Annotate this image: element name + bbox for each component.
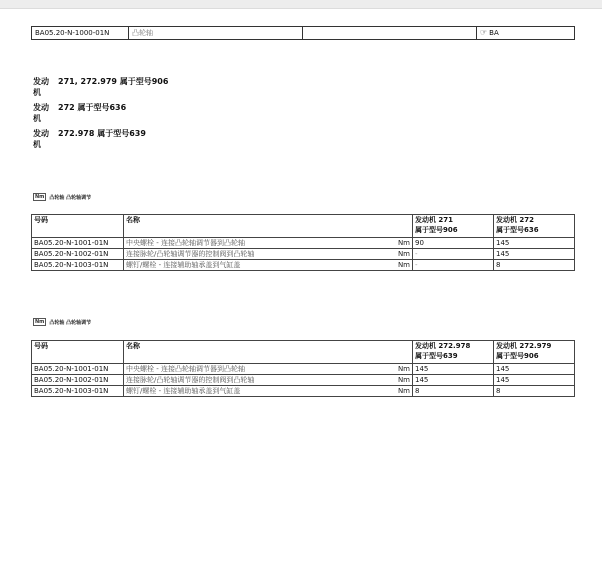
model-label: 发动机: [33, 129, 49, 149]
table-row: [32, 386, 575, 397]
table-row: [32, 238, 575, 249]
row-unit: Nm: [397, 250, 410, 258]
row-description: [124, 375, 413, 386]
section-title-text: 凸轮轴 凸轮轴调节: [49, 319, 92, 326]
row-value-b: 8: [494, 260, 575, 271]
model-text: 272 属于型号636: [58, 103, 127, 112]
torque-nm-icon: Nm: [35, 194, 45, 200]
model-label: 发动机: [33, 103, 49, 123]
row-description: [124, 386, 413, 397]
col-header-engine-b-text: 发动机 272 属于型号636: [496, 216, 539, 234]
torque-table-1: [31, 214, 575, 271]
row-code: BA05.20-N-1002-01N: [32, 249, 124, 260]
col-header-engine-a-text: 发动机 271 属于型号906: [415, 216, 458, 234]
row-value-b: 145: [494, 375, 575, 386]
section-title-text: 凸轮轴 凸轮轴调节: [49, 194, 92, 201]
row-value-a: 8: [413, 386, 494, 397]
row-description-text: 中央螺栓 - 连接凸轮轴调节器到凸轮轴: [126, 365, 245, 373]
row-code: BA05.20-N-1001-01N: [32, 238, 124, 249]
row-description: [124, 364, 413, 375]
model-line: [33, 128, 333, 154]
row-unit: Nm: [397, 365, 410, 373]
row-value-a: 90: [413, 238, 494, 249]
engine-model-list: [33, 76, 333, 154]
row-value-a: 145: [413, 364, 494, 375]
doc-code: BA05.20-N-1000-01N: [32, 27, 129, 40]
row-code: BA05.20-N-1003-01N: [32, 386, 124, 397]
col-header-code: 号码: [32, 341, 124, 364]
row-unit: Nm: [397, 261, 410, 269]
row-code: BA05.20-N-1003-01N: [32, 260, 124, 271]
col-header-name: 名称: [124, 215, 413, 238]
row-description-text: 螺钉/螺栓 - 连接辅助轴承盖到气缸盖: [126, 261, 241, 269]
row-value-b: 145: [494, 364, 575, 375]
row-value-b: 145: [494, 238, 575, 249]
table-row: [32, 364, 575, 375]
col-header-engine-b: [494, 341, 575, 364]
row-description-text: 连接脉轮/凸轮轴调节器的控制阀到凸轮轴: [126, 376, 255, 384]
section-title: [33, 193, 91, 201]
torque-table-2: [31, 340, 575, 397]
hand-pointer-icon: ☞: [480, 28, 488, 37]
row-description-text: 螺钉/螺栓 - 连接辅助轴承盖到气缸盖: [126, 387, 241, 395]
model-text: 271, 272.979 属于型号906: [58, 77, 169, 86]
model-label: 发动机: [33, 77, 49, 97]
col-header-code: 号码: [32, 215, 124, 238]
table-row: [32, 249, 575, 260]
row-value-a: -: [413, 249, 494, 260]
col-header-engine-a-text: 发动机 272.978 属于型号639: [415, 342, 471, 360]
row-description-text: 连接脉轮/凸轮轴调节器的控制阀到凸轮轴: [126, 250, 255, 258]
row-value-b: 8: [494, 386, 575, 397]
top-toolbar-strip: [0, 0, 602, 9]
row-description-text: 中央螺栓 - 连接凸轮轴调节器到凸轮轴: [126, 239, 245, 247]
doc-header-empty-cell: [303, 27, 477, 40]
row-unit: Nm: [397, 376, 410, 384]
row-value-b: 145: [494, 249, 575, 260]
model-text: 272.978 属于型号639: [58, 129, 146, 138]
model-line: [33, 102, 333, 128]
ba-label: BA: [489, 29, 499, 37]
doc-title: 凸轮轴: [129, 27, 303, 40]
ba-link-cell[interactable]: [477, 27, 575, 40]
table-row: [32, 375, 575, 386]
torque-nm-icon: Nm: [35, 319, 45, 325]
section-title: [33, 318, 91, 326]
row-value-a: 145: [413, 375, 494, 386]
col-header-engine-a: [413, 215, 494, 238]
row-code: BA05.20-N-1001-01N: [32, 364, 124, 375]
row-description: [124, 260, 413, 271]
row-value-a: -: [413, 260, 494, 271]
row-unit: Nm: [397, 239, 410, 247]
col-header-engine-a: [413, 341, 494, 364]
col-header-name: 名称: [124, 341, 413, 364]
row-code: BA05.20-N-1002-01N: [32, 375, 124, 386]
row-unit: Nm: [397, 387, 410, 395]
document-header-table: [31, 26, 575, 40]
col-header-engine-b-text: 发动机 272.979 属于型号906: [496, 342, 552, 360]
model-line: [33, 76, 333, 102]
col-header-engine-b: [494, 215, 575, 238]
row-description: [124, 249, 413, 260]
table-row: [32, 260, 575, 271]
row-description: [124, 238, 413, 249]
